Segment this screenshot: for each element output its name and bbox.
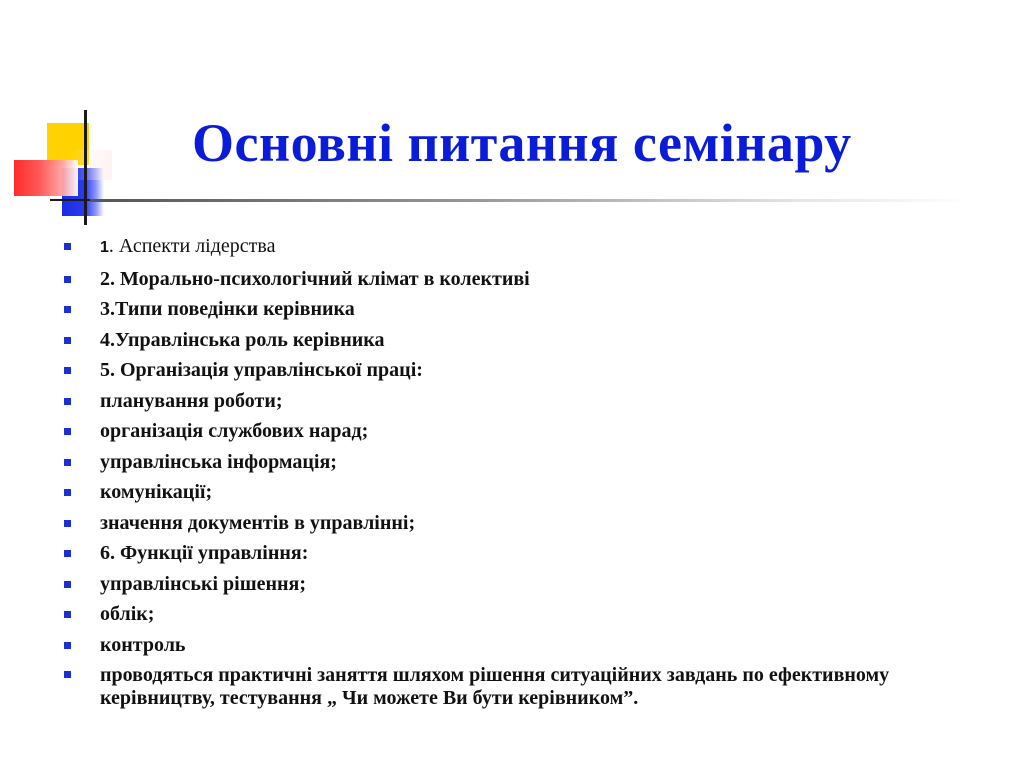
bullet-square-icon [64,276,71,283]
list-item [58,355,978,386]
list-item [58,447,978,478]
list-item [58,231,978,264]
item-text: облік; [100,603,155,625]
list-item [58,538,978,569]
item-text: . Аспекти лідерства [108,235,276,257]
item-text: контроль [100,633,186,656]
item-text: управлінська інформація; [100,450,337,473]
item-text: проводяться практичні заняття шляхом рішення ситуаційних завдань по ефективному керівництву, тестування „ Чи можете Ви бути керівником”. [100,664,890,709]
bullet-square-icon [64,306,71,313]
item-text: організація службових нарад; [100,420,369,442]
list-item [58,325,978,356]
slide-logo-decoration [0,0,160,240]
logo-vertical-line [84,110,87,225]
list-item [58,477,978,508]
item-text: комунікації; [100,481,213,503]
bullet-square-icon [64,520,71,527]
bullet-square-icon [64,671,71,678]
list-item [58,386,978,417]
list-item [58,264,978,295]
list-item [58,294,978,325]
bullet-square-icon [64,581,71,588]
item-text: 5. Організація управлінської праці: [100,359,423,381]
item-text: 4.Управлінська роль керівника [100,328,385,351]
list-item [58,416,978,447]
red-square [14,160,78,196]
bullet-square-icon [64,459,71,466]
bullet-square-icon [64,367,71,374]
item-text: управлінські рішення; [100,572,306,595]
slide-title: Основні питання семінару [192,113,852,173]
bullet-square-icon [64,428,71,435]
list-item [58,660,978,710]
item-text: планування роботи; [100,389,283,412]
bullet-square-icon [64,642,71,649]
list-item [58,630,978,661]
item-text: 6. Функції управління: [100,542,309,564]
bullet-square-icon [64,243,71,250]
item-number: 1 [100,239,109,256]
bullet-square-icon [64,550,71,557]
item-text: значення документів в управлінні; [100,511,416,534]
bullet-square-icon [64,337,71,344]
bullet-square-icon [64,611,71,618]
item-text: 2. Морально-психологічний клімат в колективі [100,267,530,290]
item-text: 3.Типи поведінки керівника [100,298,355,320]
bullet-square-icon [64,398,71,405]
bullet-square-icon [64,489,71,496]
pink-fade-square [72,150,112,180]
title-underline [90,199,970,202]
list-item [58,508,978,539]
list-item [58,599,978,630]
bullet-list [58,231,978,710]
list-item [58,569,978,600]
